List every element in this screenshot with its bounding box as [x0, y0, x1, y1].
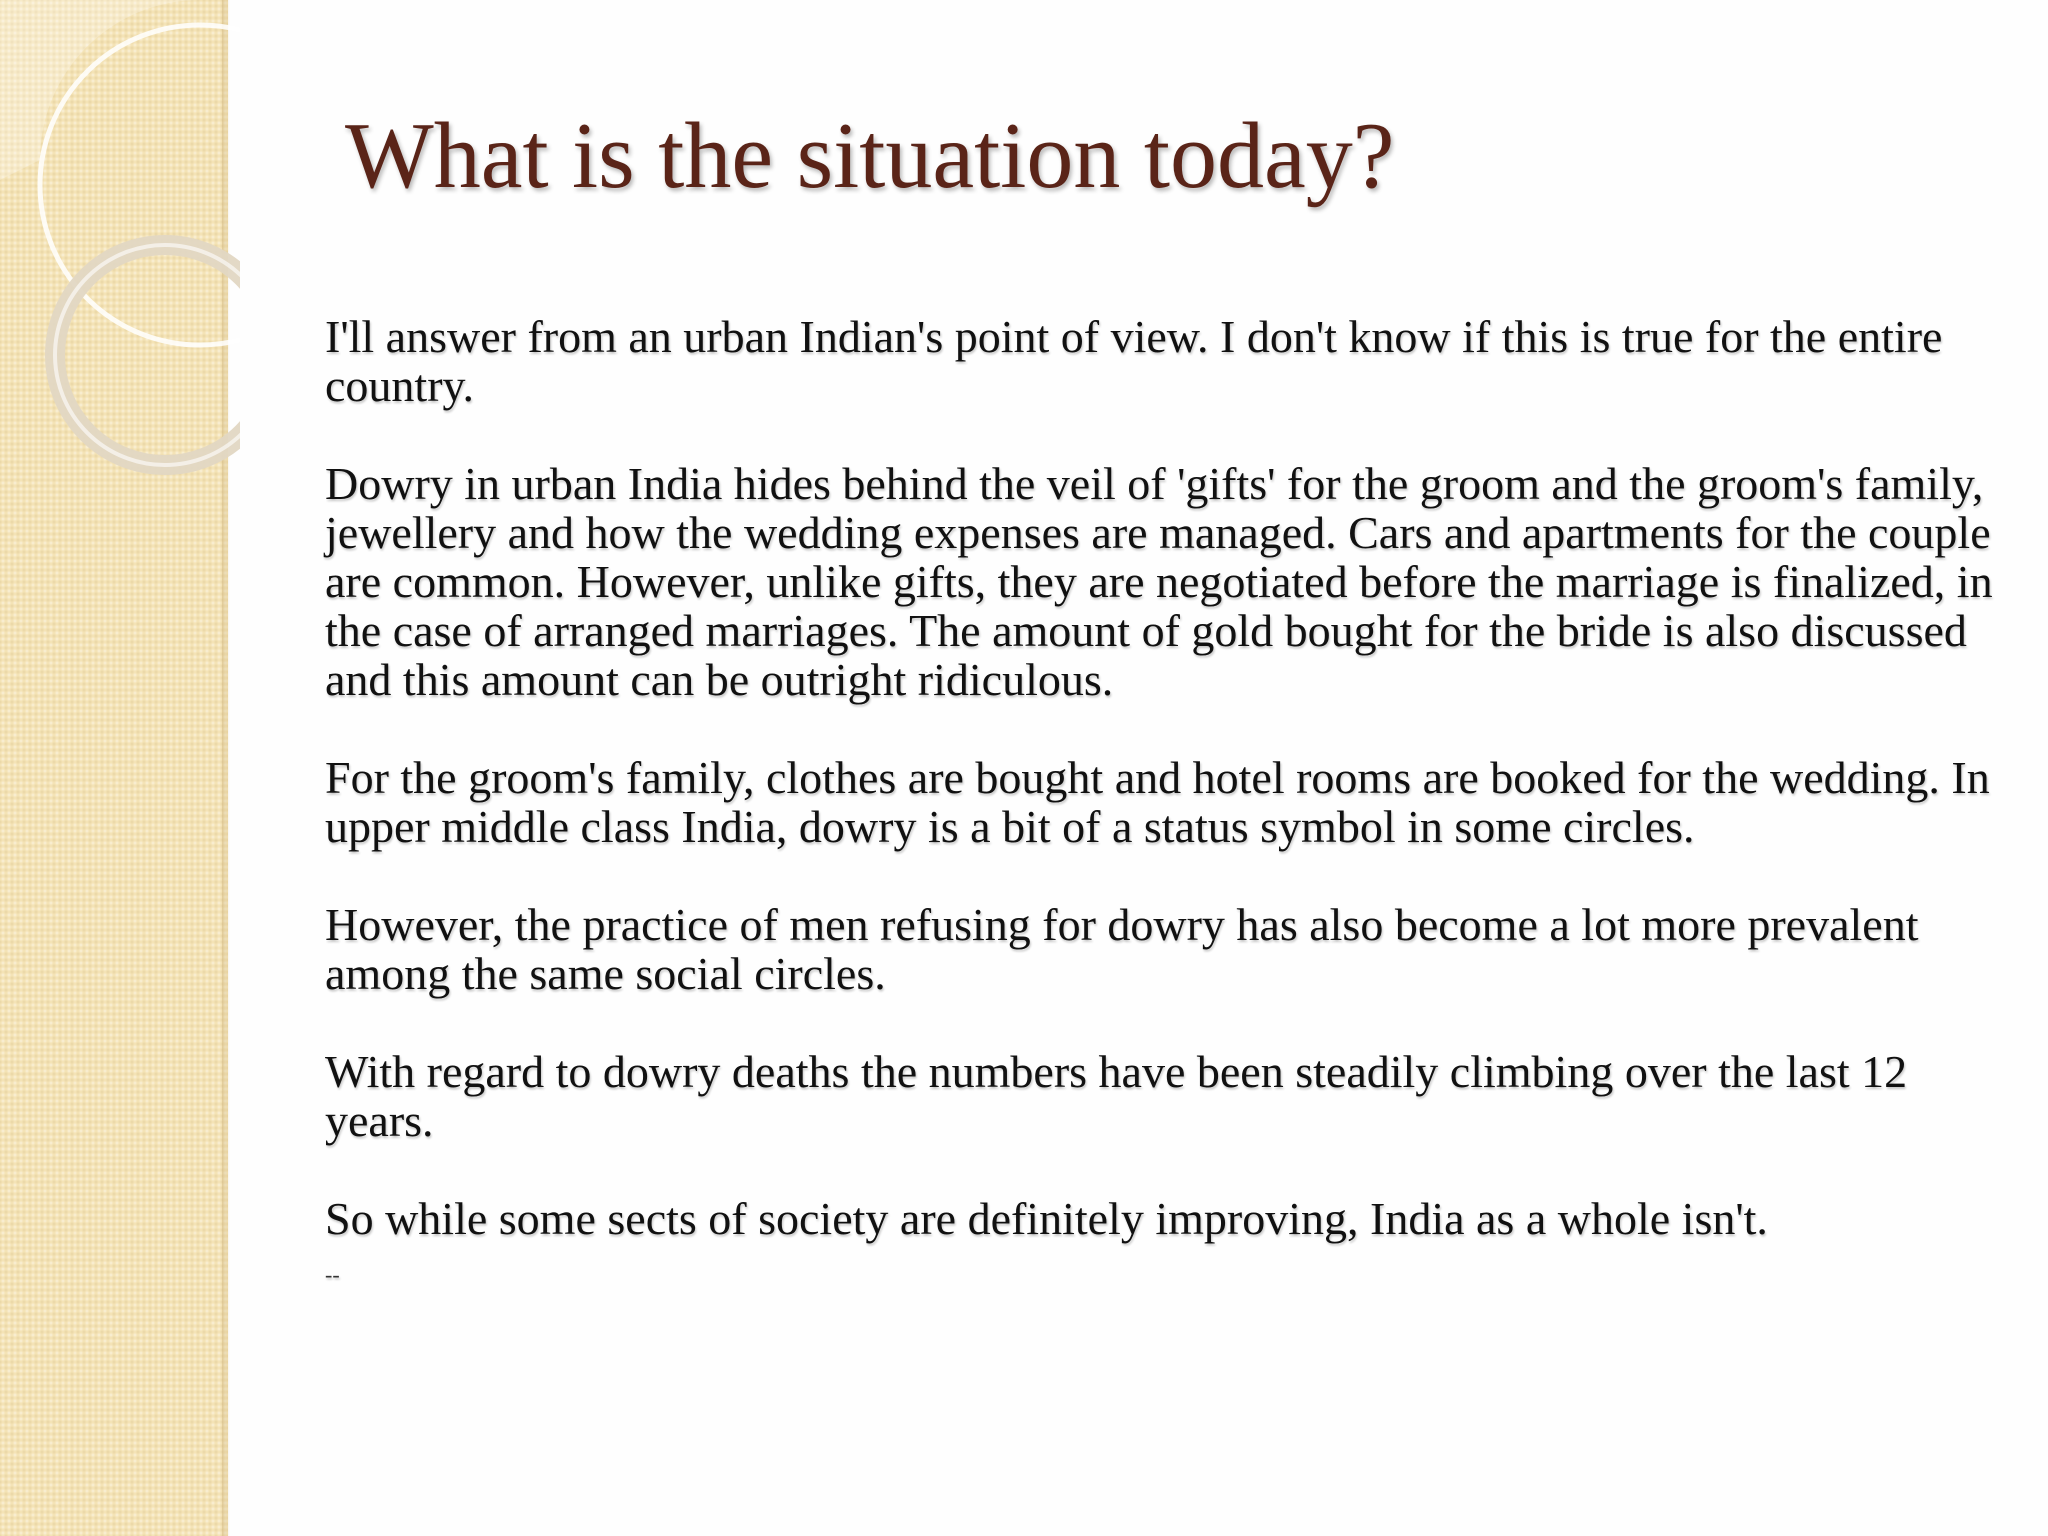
paragraph-dowry-deaths: With regard to dowry deaths the numbers have been steadily climbing over the last 12 years. — [325, 1046, 1908, 1146]
paragraph-groom-family: For the groom's family, clothes are bought and hotel rooms are booked for the wedding. In upper middle class India, dowry is a bit of a status symbol in some circles. — [325, 752, 1990, 852]
paragraph-dowry-gifts: Dowry in urban India hides behind the veil of 'gifts' for the groom and the groom's family, jewellery and how the wedding expenses are managed. Cars and apartments for the couple are common. However, unlike gifts, they are negotiated before the marriage is finalized, in the case of arranged marriages. The amount of gold bought for the bride is also discussed and this amount can be outright ridiculous. — [325, 458, 1993, 705]
paragraph-conclusion: So while some sects of society are definitely improving, India as a whole isn't. — [325, 1193, 1768, 1244]
slide-body — [325, 312, 2005, 1286]
thick-ring — [55, 245, 240, 465]
decorative-circles-icon — [0, 0, 240, 520]
trailing-dash: -- — [325, 1262, 340, 1287]
paragraph-urban-view: I'll answer from an urban Indian's point of view. I don't know if this is true for the entire country. — [325, 311, 1943, 411]
slide-title: What is the situation today? — [345, 104, 1395, 208]
paragraph-men-refusing: However, the practice of men refusing for dowry has also become a lot more prevalent among the same social circles. — [325, 899, 1919, 999]
